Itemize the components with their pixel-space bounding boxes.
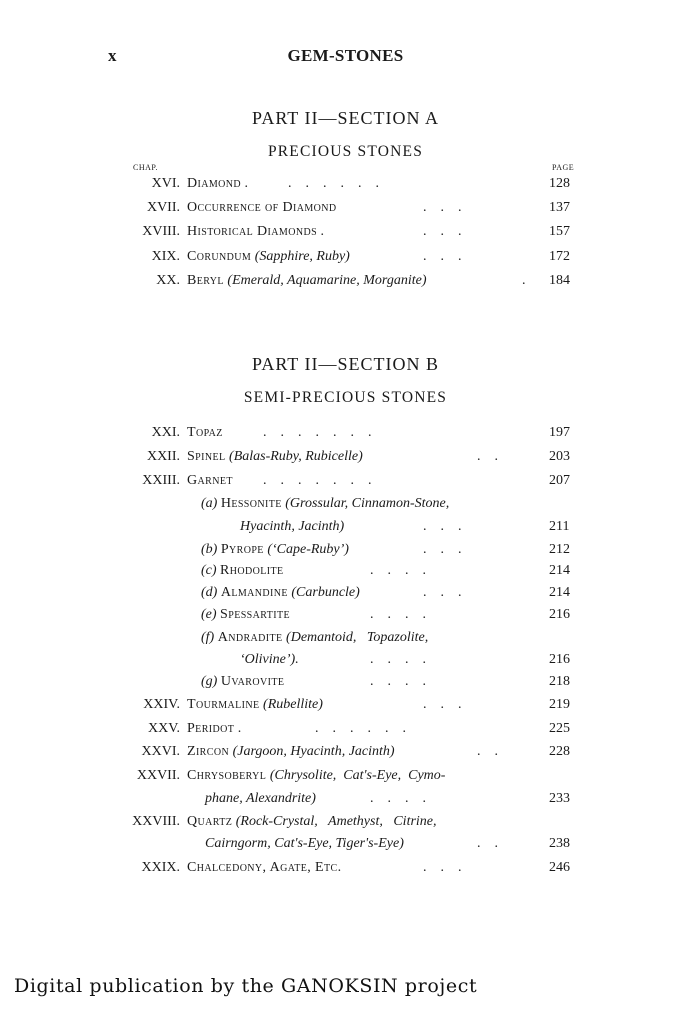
chapter-subtitle-continued: phane, Alexandrite) <box>205 791 316 806</box>
leader-dots: . . . . <box>370 791 426 806</box>
toc-subentry <box>0 493 677 515</box>
chapter-title: Chalcedony, Agate, Etc. <box>187 860 342 875</box>
chapter-subtitle: (Rubellite) <box>263 697 323 712</box>
chapter-number: XXI. <box>151 425 180 440</box>
chapter-title: Quartz <box>187 814 233 829</box>
chapter-number: XXVIII. <box>132 814 180 829</box>
leader-dots: . . . . <box>370 563 426 578</box>
page-ref: 216 <box>549 652 570 667</box>
page-ref: 233 <box>549 791 570 806</box>
toc-entry <box>0 470 677 492</box>
leader-dots: . . . <box>423 249 462 264</box>
chapter-subtitle: (Emerald, Aquamarine, Morganite) <box>227 273 427 288</box>
toc-entry: XXV. Peridot . . . . . . . 225 <box>0 718 677 740</box>
toc-subentry <box>0 560 677 582</box>
chapter-title: Diamond <box>187 176 242 191</box>
subentry-title: Spessartite <box>220 607 290 622</box>
subentry-letter: (g) <box>201 674 218 689</box>
toc-entry <box>0 270 677 292</box>
toc-subentry <box>0 671 677 693</box>
chapter-title: Chrysoberyl <box>187 768 267 783</box>
section-title-precious-stones: PRECIOUS STONES <box>267 143 424 160</box>
leader-dots: . . <box>477 744 498 759</box>
chapter-title: Topaz <box>187 425 223 440</box>
page-ref: 214 <box>549 563 570 578</box>
leader-dots: . . . . . . <box>315 721 406 736</box>
chapter-title: Zircon <box>187 744 230 759</box>
leader-dots: . . <box>477 836 498 851</box>
chapter-subtitle: (Sapphire, Ruby) <box>254 249 350 264</box>
leader-dots: . . . <box>423 224 462 239</box>
page-ref: 212 <box>549 542 570 557</box>
subentry-subtitle-continued: Hyacinth, Jacinth) <box>240 519 345 534</box>
toc-entry <box>0 857 677 879</box>
chapter-title: Peridot <box>187 721 235 736</box>
chapter-number: XIX. <box>151 249 180 264</box>
page-ref: 214 <box>549 585 570 600</box>
toc-entry: XVI. Diamond . . . . . . . 128 <box>0 173 677 195</box>
toc-entry <box>0 765 677 787</box>
chapter-subtitle: (Jargoon, Hyacinth, Jacinth) <box>232 744 395 759</box>
chapter-title: Corundum <box>187 249 252 264</box>
page-ref: 216 <box>549 607 570 622</box>
chap-column-label: CHAP. <box>133 163 158 172</box>
chapter-subtitle: (Chrysolite, Cat's-Eye, Cymo- <box>269 768 446 783</box>
subentry-letter: (e) <box>201 607 217 622</box>
chapter-title: Beryl <box>187 273 224 288</box>
leader-dots: . . . . <box>370 607 426 622</box>
toc-subentry <box>0 627 677 649</box>
leader-dots: . . . <box>423 519 462 534</box>
leader-dots: . . . . . . . <box>263 425 372 440</box>
toc-entry-continued <box>0 833 677 855</box>
chapter-number: XXV. <box>147 721 180 736</box>
chapter-subtitle-continued: Cairngorm, Cat's-Eye, Tiger's-Eye) <box>205 836 404 851</box>
page-ref: 246 <box>549 860 570 875</box>
running-head: GEM-STONES <box>287 46 404 65</box>
subentry-title: Andradite <box>217 630 283 645</box>
chapter-number: XXIV. <box>143 697 180 712</box>
leader-dots: . . . <box>423 542 462 557</box>
leader-dots: . . . <box>423 860 462 875</box>
chapter-number: XXVI. <box>141 744 180 759</box>
chapter-title: Occurrence of Diamond <box>187 200 337 215</box>
page-ref: 137 <box>549 200 570 215</box>
page-ref: 184 <box>549 273 570 288</box>
chapter-title: Tourmaline <box>187 697 260 712</box>
part-title-section-b: PART II—SECTION B <box>252 354 439 374</box>
leader-dots: . . . <box>423 585 462 600</box>
page-ref: 225 <box>549 721 570 736</box>
page-ref: 238 <box>549 836 570 851</box>
page-ref: 172 <box>549 249 570 264</box>
subentry-subtitle: (Carbuncle) <box>291 585 360 600</box>
page-ref: 207 <box>549 473 570 488</box>
subentry-subtitle: (Grossular, Cinnamon-Stone, <box>285 496 450 511</box>
chapter-title: Garnet <box>187 473 233 488</box>
subentry-subtitle-continued: ‘Olivine’). <box>240 652 299 667</box>
subentry-title: Almandine <box>220 585 288 600</box>
chapter-number: XXVII. <box>136 768 180 783</box>
footer-credit: Digital publication by the GANOKSIN project <box>14 975 478 997</box>
toc-entry <box>0 197 677 219</box>
leader-dots: . . . <box>423 697 462 712</box>
toc-subentry <box>0 604 677 626</box>
page-number: x <box>108 46 117 65</box>
subentry-subtitle: (‘Cape-Ruby’) <box>267 542 349 557</box>
chapter-number: XX. <box>156 273 180 288</box>
toc-subentry <box>0 582 677 604</box>
toc-entry <box>0 422 677 444</box>
page-ref: 228 <box>549 744 570 759</box>
chapter-title: Historical Diamonds <box>187 224 318 239</box>
toc-entry: XVIII. Historical Diamonds . . . . 157 <box>0 221 677 243</box>
chapter-number: XXII. <box>146 449 180 464</box>
toc-subentry-continued <box>0 649 677 671</box>
chapter-subtitle: (Balas-Ruby, Rubicelle) <box>229 449 363 464</box>
leader-dots: . . . . . . <box>288 176 379 191</box>
page-column-label: PAGE <box>552 163 575 172</box>
subentry-letter: (b) <box>201 542 218 557</box>
page-ref: 128 <box>549 176 570 191</box>
part-title-section-a: PART II—SECTION A <box>252 108 439 128</box>
toc-subentry <box>0 539 677 561</box>
toc-entry <box>0 811 677 833</box>
page-ref: 197 <box>549 425 570 440</box>
subentry-letter: (c) <box>201 563 217 578</box>
toc-subentry-continued <box>0 516 677 538</box>
subentry-subtitle: (Demantoid, Topazolite, <box>286 630 429 645</box>
toc-entry <box>0 741 677 763</box>
chapter-title: Spinel <box>187 449 226 464</box>
toc-entry <box>0 246 677 268</box>
page-ref: 211 <box>549 519 570 534</box>
page-ref: 203 <box>549 449 570 464</box>
subentry-letter: (a) <box>201 496 218 511</box>
leader-dots: . . . . . . . <box>263 473 372 488</box>
chapter-number: XXIII. <box>142 473 180 488</box>
chapter-number: XVII. <box>146 200 180 215</box>
section-title-semi-precious-stones: SEMI-PRECIOUS STONES <box>243 389 448 406</box>
subentry-letter: (f) <box>201 630 215 645</box>
chapter-subtitle: (Rock-Crystal, Amethyst, Citrine, <box>235 814 437 829</box>
subentry-letter: (d) <box>201 585 218 600</box>
chapter-number: XXIX. <box>141 860 180 875</box>
toc-entry-continued <box>0 788 677 810</box>
toc-entry <box>0 694 677 716</box>
page-ref: 157 <box>549 224 570 239</box>
subentry-title: Hessonite <box>220 496 282 511</box>
toc-entry <box>0 446 677 468</box>
subentry-title: Rhodolite <box>220 563 284 578</box>
leader-dots: . . <box>477 449 498 464</box>
page-ref: 218 <box>549 674 570 689</box>
chapter-number: XVIII. <box>142 224 180 239</box>
leader-dots: . <box>522 273 526 288</box>
leader-dots: . . . . <box>370 652 426 667</box>
page-ref: 219 <box>549 697 570 712</box>
subentry-title: Uvarovite <box>220 674 285 689</box>
subentry-title: Pyrope <box>220 542 264 557</box>
leader-dots: . . . <box>423 200 462 215</box>
chapter-number: XVI. <box>151 176 180 191</box>
leader-dots: . . . . <box>370 674 426 689</box>
